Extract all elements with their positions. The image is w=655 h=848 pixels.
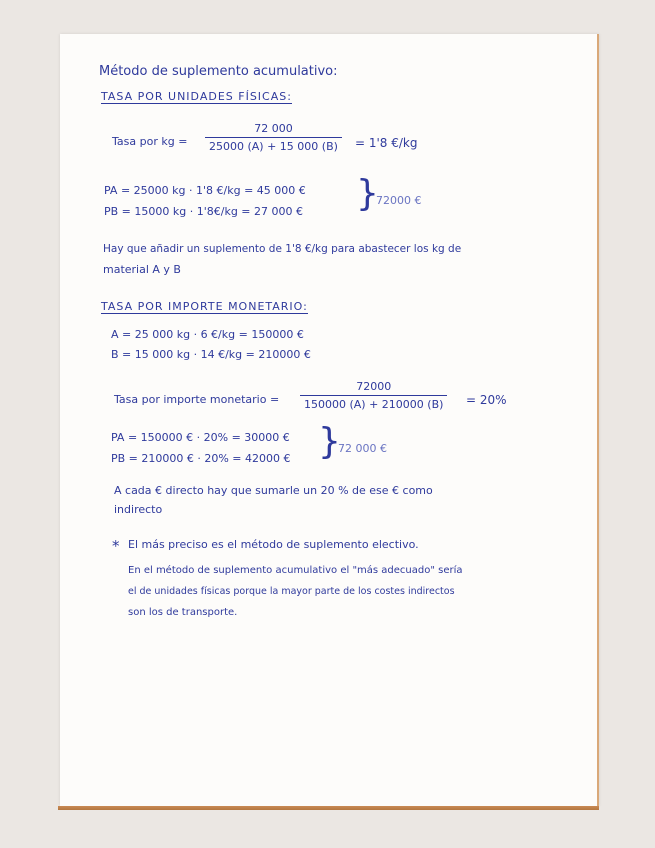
total-monetary: 72 000 €: [338, 442, 387, 455]
note-monetary-line2: indirecto: [114, 503, 163, 516]
brace-physical: }: [356, 173, 379, 214]
page-title: Método de suplemento acumulativo:: [99, 64, 338, 79]
rate-denominator-monetary: 150000 (A) + 210000 (B): [304, 398, 444, 411]
rate-numerator-physical: 72 000: [254, 122, 293, 135]
section-heading-physical-units: TASA POR UNIDADES FÍSICAS:: [101, 90, 292, 103]
rate-fraction-monetary: [300, 380, 447, 411]
rate-numerator-monetary: 72000: [356, 380, 392, 393]
total-physical: 72000 €: [376, 194, 422, 207]
conclusion-line1: El más preciso es el método de suplemento electivo.: [128, 538, 419, 551]
note-physical-line1: Hay que añadir un suplemento de 1'8 €/kg para abastecer los kg de: [103, 243, 462, 255]
fraction-bar: [300, 395, 447, 396]
note-physical-line2: material A y B: [103, 263, 181, 276]
page-edge: [58, 806, 599, 810]
conclusion-line2: En el método de suplemento acumulativo el "más adecuado" sería: [128, 565, 463, 576]
rate-fraction-physical: [205, 122, 342, 153]
star-bullet-icon: *: [112, 537, 120, 555]
conclusion-line3: el de unidades físicas porque la mayor parte de los costes indirectos: [128, 586, 455, 597]
rate-denominator-physical: 25000 (A) + 15 000 (B): [209, 140, 338, 153]
rate-result-monetary: = 20%: [466, 393, 507, 407]
rate-result-physical: = 1'8 €/kg: [355, 136, 418, 150]
calc-pb-physical: PB = 15000 kg · 1'8€/kg = 27 000 €: [104, 205, 303, 218]
calc-b-monetary: B = 15 000 kg · 14 €/kg = 210000 €: [111, 348, 311, 361]
note-monetary-line1: A cada € directo hay que sumarle un 20 % de ese € como: [114, 484, 433, 497]
rate-label-monetary: Tasa por importe monetario =: [114, 393, 280, 406]
brace-monetary: }: [318, 421, 341, 462]
calc-pa-monetary: PA = 150000 € · 20% = 30000 €: [111, 431, 290, 444]
calc-pa-physical: PA = 25000 kg · 1'8 €/kg = 45 000 €: [104, 184, 306, 197]
fraction-bar: [205, 137, 342, 138]
calc-a-monetary: A = 25 000 kg · 6 €/kg = 150000 €: [111, 328, 304, 341]
conclusion-line4: son los de transporte.: [128, 607, 238, 618]
section-heading-monetary: TASA POR IMPORTE MONETARIO:: [101, 300, 308, 313]
calc-pb-monetary: PB = 210000 € · 20% = 42000 €: [111, 452, 291, 465]
rate-label-physical: Tasa por kg =: [112, 135, 188, 148]
